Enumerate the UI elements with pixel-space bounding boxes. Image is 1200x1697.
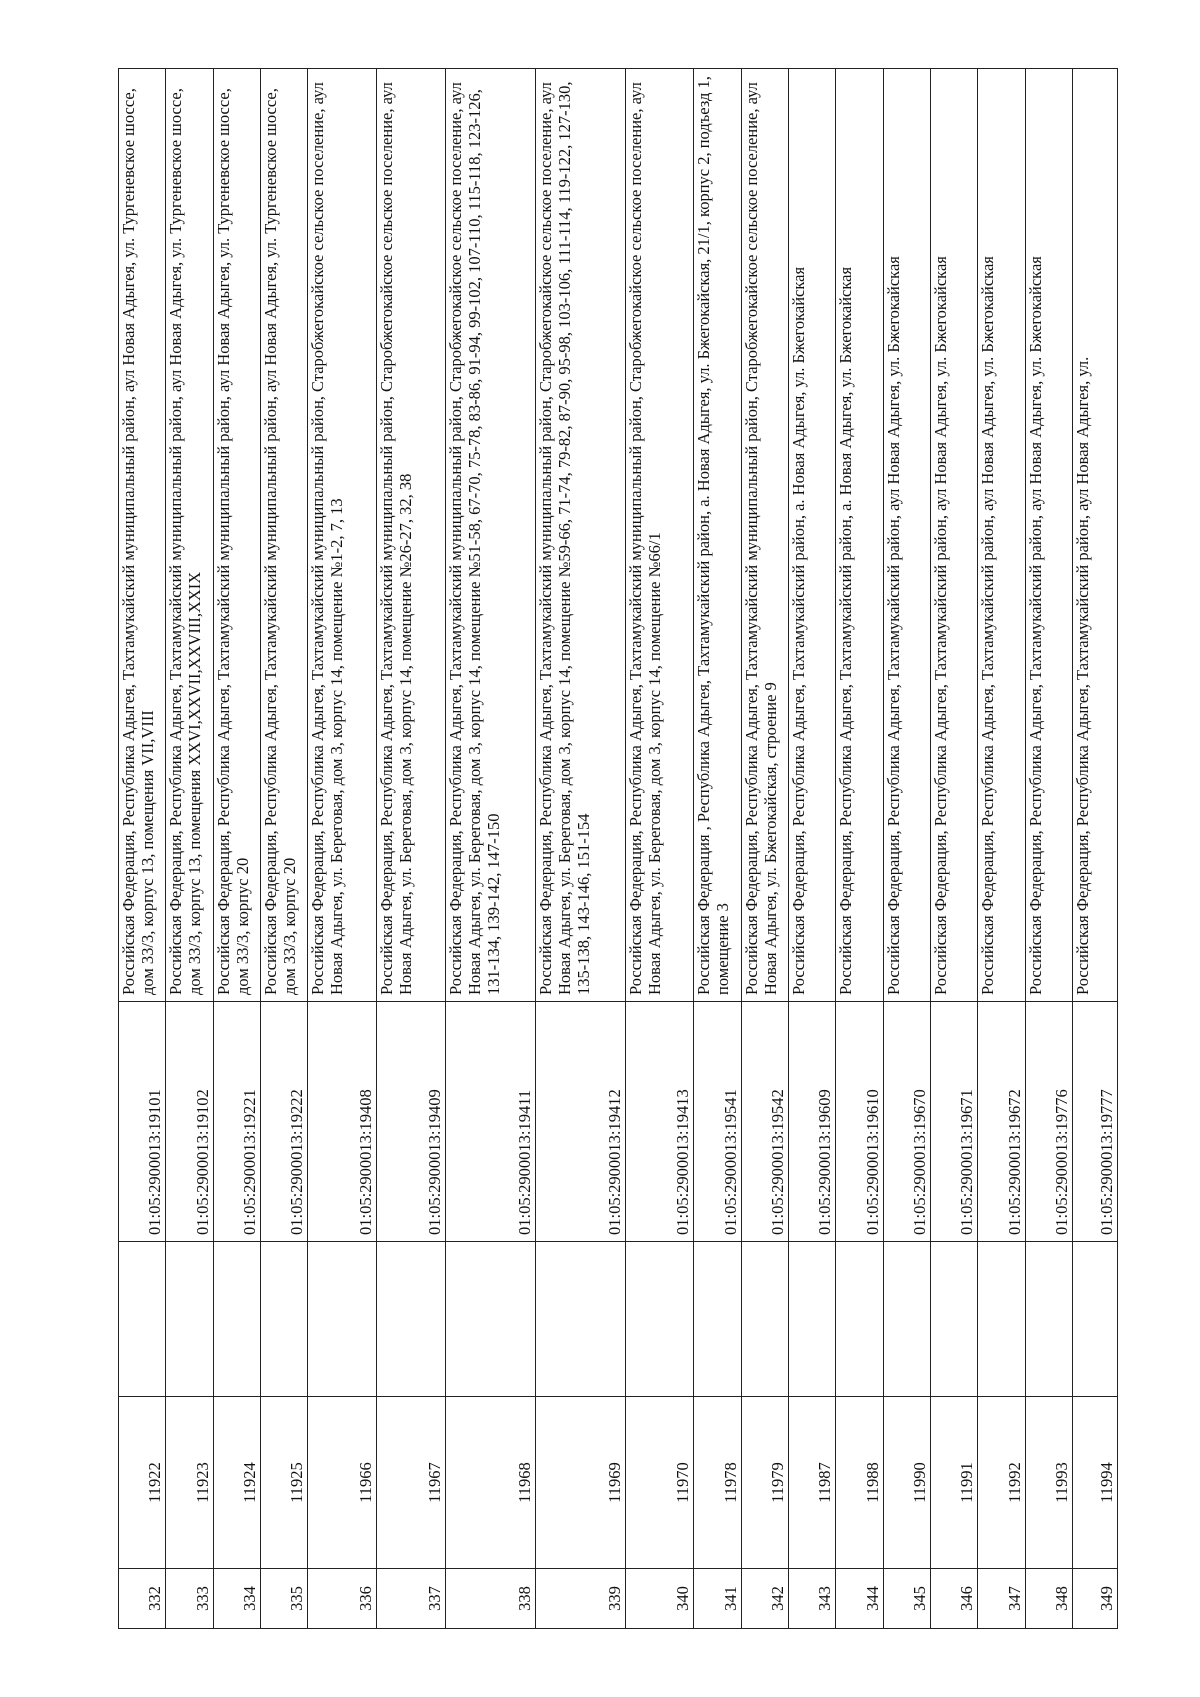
table-row bbox=[788, 69, 835, 1629]
row-number-cell: 347 bbox=[978, 1569, 1025, 1629]
empty-cell bbox=[978, 1242, 1025, 1397]
row-number-cell: 343 bbox=[788, 1569, 835, 1629]
table-row bbox=[883, 69, 930, 1629]
address-cell: Российская Федерация, Республика Адыгея, Тахтамукайский район, а. Новая Адыгея, ул. Бжегокайская bbox=[836, 69, 883, 1002]
row-number-cell: 345 bbox=[883, 1569, 930, 1629]
object-id-cell: 11924 bbox=[213, 1397, 260, 1569]
table-row bbox=[261, 69, 308, 1629]
row-number-cell: 348 bbox=[1025, 1569, 1072, 1629]
row-number-cell: 334 bbox=[213, 1569, 260, 1629]
object-id-cell: 11991 bbox=[930, 1397, 977, 1569]
empty-cell bbox=[119, 1242, 166, 1397]
object-id-cell: 11994 bbox=[1072, 1397, 1117, 1569]
row-number-cell: 332 bbox=[119, 1569, 166, 1629]
row-number-cell: 344 bbox=[836, 1569, 883, 1629]
address-cell: Российская Федерация, Республика Адыгея, Тахтамукайский муниципальный район, Старобжегокайское сельское поселение, аул Новая Адыгея, ул. Береговая, дом 3, корпус 14, помещение №66/1 bbox=[625, 69, 694, 1002]
cadastral-number-cell: 01:05:2900013:19411 bbox=[445, 1002, 535, 1242]
cadastral-number-cell: 01:05:2900013:19408 bbox=[308, 1002, 377, 1242]
empty-cell bbox=[883, 1242, 930, 1397]
row-number-cell: 335 bbox=[261, 1569, 308, 1629]
object-id-cell: 11967 bbox=[377, 1397, 446, 1569]
cadastral-number-cell: 01:05:2900013:19541 bbox=[694, 1002, 741, 1242]
empty-cell bbox=[377, 1242, 446, 1397]
table-row bbox=[308, 69, 377, 1629]
address-cell: Российская Федерация, Республика Адыгея, Тахтамукайский муниципальный район, аул Новая Адыгея, ул. Тургеневское шоссе, дом 33/3, корпус 20 bbox=[261, 69, 308, 1002]
cadastral-number-cell: 01:05:2900013:19101 bbox=[119, 1002, 166, 1242]
address-cell: Российская Федерация, Республика Адыгея, Тахтамукайский район, аул Новая Адыгея, ул. Бжегокайская bbox=[1025, 69, 1072, 1002]
object-id-cell: 11925 bbox=[261, 1397, 308, 1569]
table-body bbox=[119, 69, 1118, 1629]
object-id-cell: 11987 bbox=[788, 1397, 835, 1569]
row-number-cell: 337 bbox=[377, 1569, 446, 1629]
address-cell: Российская Федерация, Республика Адыгея, Тахтамукайский муниципальный район, Старобжегокайское сельское поселение, аул Новая Адыгея, ул. Береговая, дом 3, корпус 14, помещение №26-27, 32, 38 bbox=[377, 69, 446, 1002]
table-row bbox=[741, 69, 788, 1629]
address-cell: Российская Федерация, Республика Адыгея, Тахтамукайский район, аул Новая Адыгея, ул. Бжегокайская bbox=[883, 69, 930, 1002]
object-id-cell: 11978 bbox=[694, 1397, 741, 1569]
row-number-cell: 346 bbox=[930, 1569, 977, 1629]
table-row bbox=[119, 69, 166, 1629]
empty-cell bbox=[308, 1242, 377, 1397]
object-id-cell: 11993 bbox=[1025, 1397, 1072, 1569]
address-cell: Российская Федерация , Республика Адыгея, Тахтамукайский район, а. Новая Адыгея, ул. Бжегокайская, 21/1, корпус 2, подъезд 1, помещение 3 bbox=[694, 69, 741, 1002]
address-cell: Российская Федерация, Республика Адыгея, Тахтамукайский район, аул Новая Адыгея, ул. Бжегокайская bbox=[978, 69, 1025, 1002]
row-number-cell: 336 bbox=[308, 1569, 377, 1629]
cadastral-number-cell: 01:05:2900013:19671 bbox=[930, 1002, 977, 1242]
empty-cell bbox=[625, 1242, 694, 1397]
empty-cell bbox=[213, 1242, 260, 1397]
empty-cell bbox=[741, 1242, 788, 1397]
address-cell: Российская Федерация, Республика Адыгея, Тахтамукайский район, аул Новая Адыгея, ул. Бжегокайская bbox=[930, 69, 977, 1002]
empty-cell bbox=[1025, 1242, 1072, 1397]
object-id-cell: 11968 bbox=[445, 1397, 535, 1569]
empty-cell bbox=[445, 1242, 535, 1397]
row-number-cell: 341 bbox=[694, 1569, 741, 1629]
cadastral-number-cell: 01:05:2900013:19222 bbox=[261, 1002, 308, 1242]
table-row bbox=[445, 69, 535, 1629]
address-cell: Российская Федерация, Республика Адыгея, Тахтамукайский муниципальный район, Старобжегокайское сельское поселение, аул Новая Адыгея, ул. Береговая, дом 3, корпус 14, помещение №1-2, 7, 13 bbox=[308, 69, 377, 1002]
empty-cell bbox=[694, 1242, 741, 1397]
object-id-cell: 11966 bbox=[308, 1397, 377, 1569]
table-row bbox=[836, 69, 883, 1629]
object-id-cell: 11979 bbox=[741, 1397, 788, 1569]
empty-cell bbox=[836, 1242, 883, 1397]
address-cell: Российская Федерация, Республика Адыгея, Тахтамукайский район, аул Новая Адыгея, ул. bbox=[1072, 69, 1117, 1002]
table-row bbox=[1025, 69, 1072, 1629]
object-id-cell: 11990 bbox=[883, 1397, 930, 1569]
cadastral-number-cell: 01:05:2900013:19777 bbox=[1072, 1002, 1117, 1242]
address-cell: Российская Федерация, Республика Адыгея, Тахтамукайский муниципальный район, аул Новая Адыгея, ул. Тургеневское шоссе, дом 33/3, корпус 13, помещения VII,VIII bbox=[119, 69, 166, 1002]
object-id-cell: 11970 bbox=[625, 1397, 694, 1569]
table-row bbox=[625, 69, 694, 1629]
cadastral-number-cell: 01:05:2900013:19670 bbox=[883, 1002, 930, 1242]
cadastral-number-cell: 01:05:2900013:19221 bbox=[213, 1002, 260, 1242]
cadastral-number-cell: 01:05:2900013:19409 bbox=[377, 1002, 446, 1242]
empty-cell bbox=[261, 1242, 308, 1397]
object-id-cell: 11923 bbox=[166, 1397, 213, 1569]
table-row bbox=[930, 69, 977, 1629]
address-cell: Российская Федерация, Республика Адыгея, Тахтамукайский муниципальный район, аул Новая Адыгея, ул. Тургеневское шоссе, дом 33/3, корпус 20 bbox=[213, 69, 260, 1002]
table-row bbox=[1072, 69, 1117, 1629]
table-row bbox=[535, 69, 625, 1629]
cadastral-number-cell: 01:05:2900013:19412 bbox=[535, 1002, 625, 1242]
row-number-cell: 342 bbox=[741, 1569, 788, 1629]
cadastral-number-cell: 01:05:2900013:19542 bbox=[741, 1002, 788, 1242]
address-cell: Российская Федерация, Республика Адыгея, Тахтамукайский муниципальный район, аул Новая Адыгея, ул. Тургеневское шоссе, дом 33/3, корпус 13, помещения XXVI,XXVII,XXVIII,XXIX bbox=[166, 69, 213, 1002]
object-id-cell: 11922 bbox=[119, 1397, 166, 1569]
address-cell: Российская Федерация, Республика Адыгея, Тахтамукайский район, а. Новая Адыгея, ул. Бжегокайская bbox=[788, 69, 835, 1002]
cadastral-number-cell: 01:05:2900013:19102 bbox=[166, 1002, 213, 1242]
row-number-cell: 340 bbox=[625, 1569, 694, 1629]
cadastral-number-cell: 01:05:2900013:19610 bbox=[836, 1002, 883, 1242]
cadastral-number-cell: 01:05:2900013:19776 bbox=[1025, 1002, 1072, 1242]
row-number-cell: 338 bbox=[445, 1569, 535, 1629]
address-cell: Российская Федерация, Республика Адыгея, Тахтамукайский муниципальный район, Старобжегокайское сельское поселение, аул Новая Адыгея, ул. Береговая, дом 3, корпус 14, помещение №51-58, 67-70, 75-78, 83-86, 91-94, 99-102, 107-110, 115-118, 123-126, 131-134, 139-142, 147-150 bbox=[445, 69, 535, 1002]
cadastral-number-cell: 01:05:2900013:19672 bbox=[978, 1002, 1025, 1242]
table-row bbox=[978, 69, 1025, 1629]
table-row bbox=[213, 69, 260, 1629]
object-id-cell: 11969 bbox=[535, 1397, 625, 1569]
object-id-cell: 11988 bbox=[836, 1397, 883, 1569]
row-number-cell: 349 bbox=[1072, 1569, 1117, 1629]
address-cell: Российская Федерация, Республика Адыгея, Тахтамукайский муниципальный район, Старобжегокайское сельское поселение, аул Новая Адыгея, ул. Бжегокайская, строение 9 bbox=[741, 69, 788, 1002]
table-row bbox=[694, 69, 741, 1629]
table-row bbox=[377, 69, 446, 1629]
row-number-cell: 339 bbox=[535, 1569, 625, 1629]
empty-cell bbox=[166, 1242, 213, 1397]
row-number-cell: 333 bbox=[166, 1569, 213, 1629]
table-row bbox=[166, 69, 213, 1629]
empty-cell bbox=[535, 1242, 625, 1397]
object-id-cell: 11992 bbox=[978, 1397, 1025, 1569]
property-table bbox=[118, 68, 1118, 1629]
cadastral-number-cell: 01:05:2900013:19609 bbox=[788, 1002, 835, 1242]
empty-cell bbox=[1072, 1242, 1117, 1397]
empty-cell bbox=[930, 1242, 977, 1397]
cadastral-number-cell: 01:05:2900013:19413 bbox=[625, 1002, 694, 1242]
empty-cell bbox=[788, 1242, 835, 1397]
address-cell: Российская Федерация, Республика Адыгея, Тахтамукайский муниципальный район, Старобжегокайское сельское поселение, аул Новая Адыгея, ул. Береговая, дом 3, корпус 14, помещение №59-66, 71-74, 79-82, 87-90, 95-98, 103-106, 111-114, 119-122, 127-130, 135-138, 143-146, 151-154 bbox=[535, 69, 625, 1002]
